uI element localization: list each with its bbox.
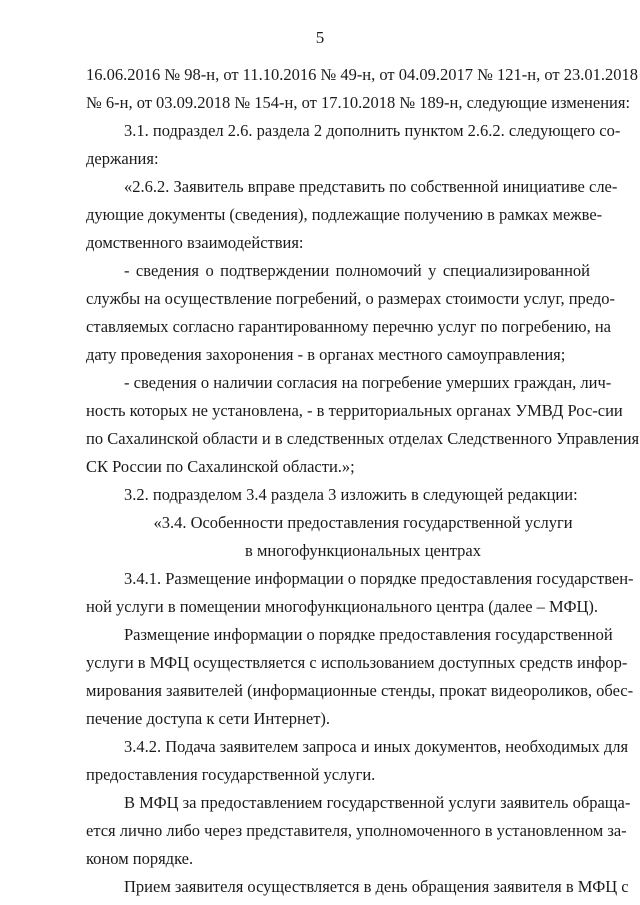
text-line: - сведения о наличии согласия на погребение умерших граждан, лич-	[124, 373, 612, 392]
text-line: услуги в МФЦ осуществляется с использованием доступных средств инфор-	[86, 653, 628, 672]
text-line: 3.2. подразделом 3.4 раздела 3 изложить в следующей редакции:	[124, 485, 578, 504]
text-line: предоставления государственной услуги.	[86, 765, 376, 784]
text-line: печение доступа к сети Интернет).	[86, 709, 331, 728]
text-line: коном порядке.	[86, 849, 194, 868]
text-line: дату проведения захоронения - в органах местного самоуправления;	[86, 345, 566, 364]
text-line: № 6-н, от 03.09.2018 № 154-н, от 17.10.2018 № 189-н, следующие изменения:	[86, 93, 631, 112]
text-line: - сведения о подтверждении полномочий у специализированной	[124, 261, 590, 280]
text-line: по Сахалинской области и в следственных отделах Следственного Управления	[86, 429, 640, 448]
text-line: службы на осуществление погребений, о размерах стоимости услуг, предо-	[86, 289, 616, 308]
text-line: 3.1. подраздел 2.6. раздела 2 дополнить пунктом 2.6.2. следующего со-	[124, 121, 621, 140]
text-line: Прием заявителя осуществляется в день обращения заявителя в МФЦ с	[124, 877, 629, 896]
text-line: 3.4.2. Подача заявителем запроса и иных документов, необходимых для	[124, 737, 629, 756]
text-line: ставляемых согласно гарантированному перечню услуг по погребению, на	[86, 317, 611, 336]
text-line: ность которых не установлена, - в территориальных органах УМВД Рос-сии	[86, 401, 623, 420]
text-line: Размещение информации о порядке предоставления государственной	[124, 625, 613, 644]
text-line: «2.6.2. Заявитель вправе представить по собственной инициативе сле-	[124, 177, 618, 196]
section-heading: «3.4. Особенности предоставления государственной услуги	[153, 513, 573, 532]
text-line: держания:	[86, 149, 159, 168]
text-line: ется лично либо через представителя, уполномоченного в установленном за-	[86, 821, 627, 840]
text-line: дующие документы (сведения), подлежащие получению в рамках межве-	[86, 205, 603, 224]
page-number: 5	[315, 28, 325, 47]
text-line: мирования заявителей (информационные стенды, прокат видеороликов, обес-	[86, 681, 634, 700]
section-heading: в многофункциональных центрах	[245, 541, 481, 560]
text-line: домственного взаимодействия:	[86, 233, 304, 252]
text-line: СК России по Сахалинской области.»;	[86, 457, 355, 476]
text-line: ной услуги в помещении многофункционального центра (далее – МФЦ).	[86, 597, 599, 616]
text-line: 16.06.2016 № 98-н, от 11.10.2016 № 49-н, от 04.09.2017 № 121-н, от 23.01.2018	[86, 65, 638, 84]
text-line: В МФЦ за предоставлением государственной услуги заявитель обраща-	[124, 793, 631, 812]
text-line: 3.4.1. Размещение информации о порядке предоставления государствен-	[124, 569, 634, 588]
